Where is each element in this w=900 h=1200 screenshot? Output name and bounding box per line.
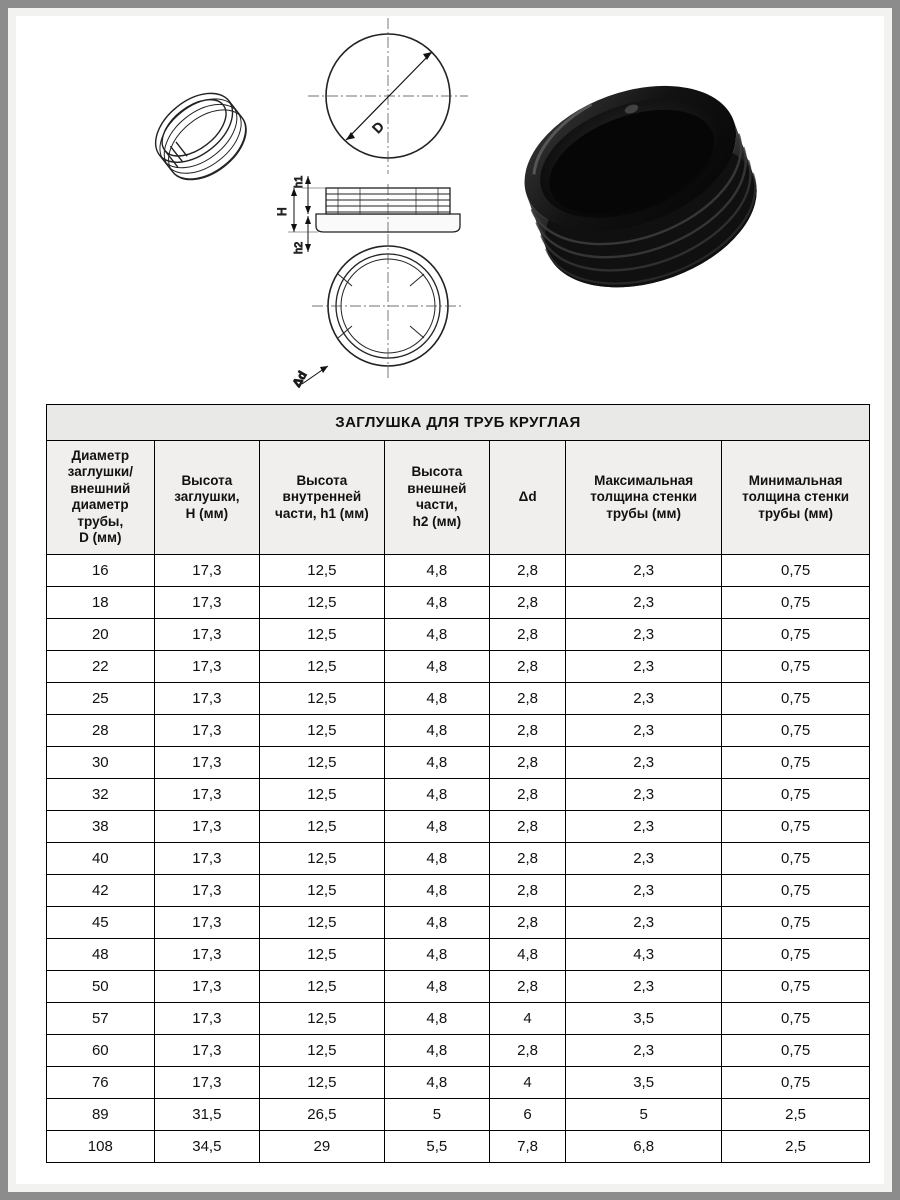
table-cell: 0,75 <box>722 810 870 842</box>
table-cell: 4,8 <box>384 1066 490 1098</box>
table-cell: 2,3 <box>566 714 722 746</box>
table-cell: 18 <box>47 586 155 618</box>
table-cell: 2,8 <box>490 746 566 778</box>
table-cell: 6,8 <box>566 1130 722 1162</box>
table-cell: 0,75 <box>722 618 870 650</box>
table-cell: 12,5 <box>260 906 385 938</box>
header-line: части, h1 (мм) <box>274 505 369 521</box>
table-cell: 4,8 <box>384 778 490 810</box>
table-cell: 0,75 <box>722 938 870 970</box>
table-cell: 12,5 <box>260 778 385 810</box>
table-row <box>47 1098 870 1130</box>
table-cell: 0,75 <box>722 970 870 1002</box>
label-height-h1: h1 <box>293 175 305 188</box>
table-cell: 17,3 <box>154 746 260 778</box>
table-cell: 2,3 <box>566 810 722 842</box>
bottom-circle-view <box>289 234 464 390</box>
table-cell: 32 <box>47 778 155 810</box>
table-cell: 12,5 <box>260 842 385 874</box>
table-cell: 2,3 <box>566 586 722 618</box>
header-line: Минимальная <box>748 472 843 488</box>
table-cell: 4,8 <box>384 874 490 906</box>
table-cell: 17,3 <box>154 938 260 970</box>
table-cell: 29 <box>260 1130 385 1162</box>
table-cell: 12,5 <box>260 586 385 618</box>
table-cell: 4,8 <box>384 650 490 682</box>
column-header-diameter <box>47 441 155 555</box>
header-line: Высота <box>296 472 348 488</box>
table-cell: 4,8 <box>384 586 490 618</box>
table-cell: 0,75 <box>722 746 870 778</box>
table-cell: 4,8 <box>384 970 490 1002</box>
table-cell: 4,8 <box>384 1002 490 1034</box>
table-cell: 12,5 <box>260 970 385 1002</box>
header-line: Высота <box>181 472 233 488</box>
table-title-row <box>47 405 870 441</box>
table-cell: 42 <box>47 874 155 906</box>
table-row <box>47 1066 870 1098</box>
table-cell: 17,3 <box>154 842 260 874</box>
table-cell: 12,5 <box>260 1034 385 1066</box>
table-cell: 2,8 <box>490 906 566 938</box>
header-line: внешний <box>70 480 131 496</box>
table-cell: 76 <box>47 1066 155 1098</box>
table-cell: 57 <box>47 1002 155 1034</box>
header-line: Δd <box>518 489 537 505</box>
header-line: Диаметр <box>71 448 130 463</box>
table-cell: 5,5 <box>384 1130 490 1162</box>
illustration-area <box>16 16 884 396</box>
table-cell: 40 <box>47 842 155 874</box>
table-cell: 4,8 <box>384 842 490 874</box>
table-cell: 2,8 <box>490 778 566 810</box>
table-cell: 2,5 <box>722 1098 870 1130</box>
column-header-delta-d <box>490 441 566 555</box>
header-line: диаметр <box>72 497 129 513</box>
table-row <box>47 906 870 938</box>
table-cell: 2,8 <box>490 714 566 746</box>
table-cell: 16 <box>47 554 155 586</box>
table-cell: 2,3 <box>566 842 722 874</box>
table-cell: 25 <box>47 682 155 714</box>
header-line: трубы, <box>77 513 124 529</box>
column-header-min-wall <box>722 441 870 555</box>
table-cell: 2,8 <box>490 618 566 650</box>
table-cell: 12,5 <box>260 874 385 906</box>
column-header-height-h <box>154 441 260 555</box>
header-line: трубы (мм) <box>606 505 682 521</box>
table-cell: 17,3 <box>154 1066 260 1098</box>
table-cell: 4 <box>490 1066 566 1098</box>
table-row <box>47 746 870 778</box>
table-cell: 0,75 <box>722 554 870 586</box>
table-cell: 12,5 <box>260 938 385 970</box>
table-cell: 5 <box>566 1098 722 1130</box>
table-row <box>47 650 870 682</box>
table-cell: 4,8 <box>384 682 490 714</box>
table-cell: 12,5 <box>260 618 385 650</box>
spec-table-wrapper <box>46 404 870 1163</box>
table-cell: 0,75 <box>722 842 870 874</box>
table-row <box>47 618 870 650</box>
table-cell: 2,3 <box>566 554 722 586</box>
table-cell: 0,75 <box>722 714 870 746</box>
table-cell: 2,8 <box>490 842 566 874</box>
table-row <box>47 810 870 842</box>
page-inner <box>16 16 884 1184</box>
table-title: ЗАГЛУШКА ДЛЯ ТРУБ КРУГЛАЯ <box>47 405 870 441</box>
table-cell: 17,3 <box>154 778 260 810</box>
table-cell: 2,8 <box>490 554 566 586</box>
table-cell: 108 <box>47 1130 155 1162</box>
table-row <box>47 586 870 618</box>
table-body <box>47 554 870 1162</box>
table-cell: 2,3 <box>566 778 722 810</box>
table-cell: 17,3 <box>154 810 260 842</box>
table-row <box>47 842 870 874</box>
table-cell: 12,5 <box>260 714 385 746</box>
table-header-row <box>47 441 870 555</box>
table-row <box>47 714 870 746</box>
table-cell: 0,75 <box>722 586 870 618</box>
table-cell: 4 <box>490 1002 566 1034</box>
header-line: части, <box>416 497 458 513</box>
table-cell: 2,8 <box>490 682 566 714</box>
table-cell: 38 <box>47 810 155 842</box>
table-cell: 0,75 <box>722 1066 870 1098</box>
table-cell: 0,75 <box>722 874 870 906</box>
table-cell: 2,3 <box>566 746 722 778</box>
column-header-height-h2 <box>384 441 490 555</box>
table-cell: 2,3 <box>566 874 722 906</box>
header-line: трубы (мм) <box>758 505 833 521</box>
table-cell: 17,3 <box>154 650 260 682</box>
table-cell: 3,5 <box>566 1066 722 1098</box>
table-cell: 45 <box>47 906 155 938</box>
table-cell: 2,8 <box>490 586 566 618</box>
photo-black-plug <box>504 59 776 315</box>
table-cell: 2,3 <box>566 682 722 714</box>
table-cell: 2,3 <box>566 618 722 650</box>
table-cell: 3,5 <box>566 1002 722 1034</box>
table-cell: 4,8 <box>384 810 490 842</box>
table-cell: 89 <box>47 1098 155 1130</box>
table-row <box>47 1034 870 1066</box>
table-cell: 17,3 <box>154 714 260 746</box>
table-cell: 48 <box>47 938 155 970</box>
column-header-max-wall <box>566 441 722 555</box>
table-cell: 12,5 <box>260 554 385 586</box>
table-cell: 6 <box>490 1098 566 1130</box>
table-row <box>47 778 870 810</box>
table-cell: 2,8 <box>490 970 566 1002</box>
table-cell: 31,5 <box>154 1098 260 1130</box>
header-line: толщина стенки <box>590 489 698 505</box>
table-cell: 12,5 <box>260 810 385 842</box>
table-cell: 12,5 <box>260 1002 385 1034</box>
table-cell: 12,5 <box>260 682 385 714</box>
iso-plug-drawing <box>143 79 259 193</box>
table-row <box>47 682 870 714</box>
table-row <box>47 874 870 906</box>
table-cell: 2,3 <box>566 1034 722 1066</box>
table-cell: 12,5 <box>260 1066 385 1098</box>
header-line: внешней <box>407 480 467 496</box>
table-cell: 4,8 <box>384 554 490 586</box>
header-line: H (мм) <box>185 505 229 521</box>
top-circle-view <box>308 18 468 174</box>
table-cell: 50 <box>47 970 155 1002</box>
table-cell: 30 <box>47 746 155 778</box>
table-row <box>47 970 870 1002</box>
table-row <box>47 554 870 586</box>
table-cell: 26,5 <box>260 1098 385 1130</box>
header-line: Высота <box>411 464 463 480</box>
table-cell: 22 <box>47 650 155 682</box>
table-cell: 17,3 <box>154 874 260 906</box>
table-row <box>47 1130 870 1162</box>
header-line: толщина стенки <box>742 489 850 505</box>
table-cell: 0,75 <box>722 1034 870 1066</box>
table-cell: 2,3 <box>566 906 722 938</box>
header-line: заглушки/ <box>67 464 133 480</box>
label-height-h2: h2 <box>293 241 305 254</box>
header-line: Максимальная <box>594 472 694 488</box>
table-cell: 4,8 <box>384 938 490 970</box>
table-cell: 17,3 <box>154 618 260 650</box>
table-cell: 4,8 <box>490 938 566 970</box>
label-height-H: H <box>275 207 289 216</box>
table-cell: 2,8 <box>490 650 566 682</box>
table-cell: 12,5 <box>260 746 385 778</box>
header-line: заглушки, <box>174 489 240 505</box>
table-cell: 17,3 <box>154 1034 260 1066</box>
label-diameter-D: D <box>369 118 387 137</box>
table-cell: 17,3 <box>154 906 260 938</box>
table-cell: 60 <box>47 1034 155 1066</box>
table-cell: 2,8 <box>490 810 566 842</box>
table-cell: 0,75 <box>722 906 870 938</box>
table-cell: 4,3 <box>566 938 722 970</box>
table-cell: 28 <box>47 714 155 746</box>
side-section-view <box>275 176 460 254</box>
spec-table <box>46 404 870 1163</box>
table-cell: 4,8 <box>384 906 490 938</box>
table-cell: 2,3 <box>566 970 722 1002</box>
table-cell: 7,8 <box>490 1130 566 1162</box>
table-cell: 4,8 <box>384 714 490 746</box>
table-cell: 0,75 <box>722 682 870 714</box>
table-cell: 0,75 <box>722 778 870 810</box>
label-delta-d: Δd <box>289 368 310 390</box>
table-cell: 2,3 <box>566 650 722 682</box>
technical-drawing <box>16 16 900 396</box>
table-row <box>47 1002 870 1034</box>
table-cell: 12,5 <box>260 650 385 682</box>
table-cell: 17,3 <box>154 1002 260 1034</box>
table-cell: 2,8 <box>490 874 566 906</box>
table-cell: 5 <box>384 1098 490 1130</box>
table-cell: 0,75 <box>722 1002 870 1034</box>
column-header-height-h1 <box>260 441 385 555</box>
header-line: D (мм) <box>79 530 122 546</box>
header-line: внутренней <box>282 489 362 505</box>
table-cell: 17,3 <box>154 682 260 714</box>
table-cell: 2,5 <box>722 1130 870 1162</box>
table-cell: 17,3 <box>154 586 260 618</box>
table-cell: 17,3 <box>154 554 260 586</box>
table-cell: 4,8 <box>384 746 490 778</box>
table-cell: 0,75 <box>722 650 870 682</box>
table-cell: 4,8 <box>384 1034 490 1066</box>
table-cell: 17,3 <box>154 970 260 1002</box>
header-line: h2 (мм) <box>412 513 462 529</box>
table-cell: 34,5 <box>154 1130 260 1162</box>
table-cell: 20 <box>47 618 155 650</box>
table-cell: 2,8 <box>490 1034 566 1066</box>
table-cell: 4,8 <box>384 618 490 650</box>
table-row <box>47 938 870 970</box>
